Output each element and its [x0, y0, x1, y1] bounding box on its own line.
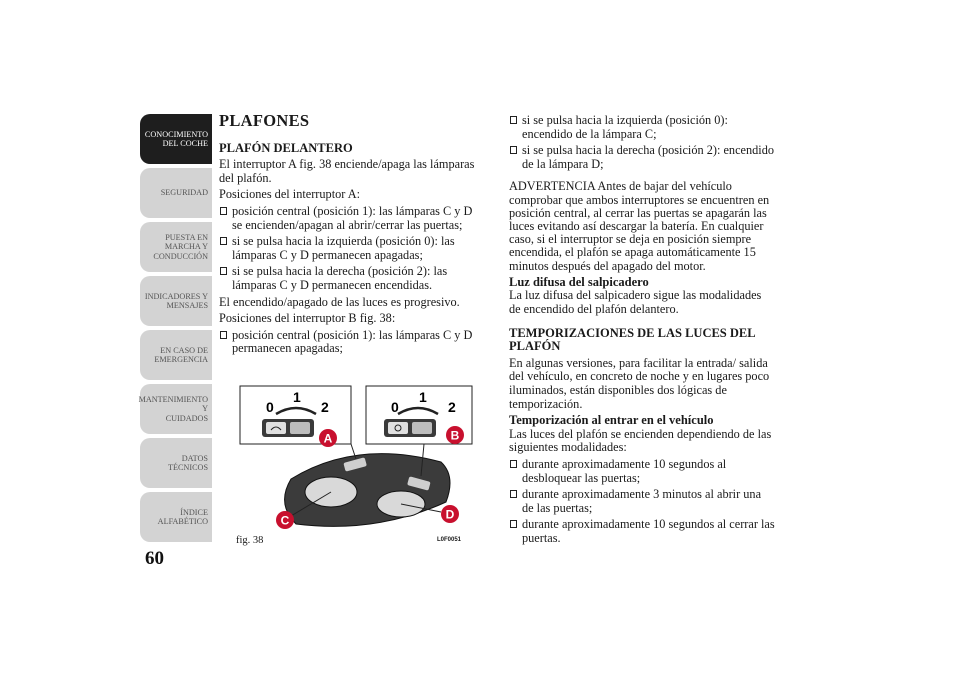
heading-luz-difusa: Luz difusa del salpicadero [509, 274, 649, 289]
bullet-item: si se pulsa hacia la derecha (posición 2): las lámparas C y D permanecen encendidas. [219, 265, 481, 292]
tab-indicadores[interactable]: INDICADORES Y MENSAJES [140, 276, 212, 326]
figure-code: L0F0051 [437, 537, 462, 543]
label-zero-b: 0 [391, 399, 399, 415]
column-left [219, 111, 481, 359]
bullet-item: posición central (posición 1): las lámparas C y D se encienden/apagan al abrir/cerrar las puertas; [219, 205, 481, 232]
switch-b-icon [384, 419, 436, 437]
figure-ceiling-light [236, 384, 476, 534]
svg-text:D: D [445, 507, 455, 522]
bullet-item: si se pulsa hacia la derecha (posición 2): encendido de la lámpara D; [509, 144, 775, 171]
label-one-b: 1 [419, 389, 427, 405]
paragraph: El interruptor A fig. 38 enciende/apaga las lámparas del plafón. [219, 157, 475, 185]
heading-temporizaciones: TEMPORIZACIONES DE LAS LUCES DEL PLAFÓN [509, 325, 755, 354]
section-title: PLAFONES [219, 111, 310, 130]
svg-text:A: A [323, 431, 333, 446]
bullet-item: si se pulsa hacia la izquierda (posición 0): encendido de la lámpara C; [509, 114, 775, 141]
paragraph: La luz difusa del salpicadero sigue las modalidades de encendido del plafón delantero. [509, 288, 762, 316]
label-two-a: 2 [321, 399, 329, 415]
figure-caption: fig. 38 [236, 535, 264, 546]
label-zero-a: 0 [266, 399, 274, 415]
svg-text:B: B [450, 428, 460, 443]
warning-paragraph: ADVERTENCIA Antes de bajar del vehículo comprobar que ambos interruptores se encuentren en posición central, al cerrar las puertas se apagarán las luces evitando así descargar la batería. En cualquier caso, si el interruptor se deja en posición siempre encendida, el plafón se apaga automáticamente 15 minutos después del apagado del motor. [509, 179, 770, 273]
tab-indice[interactable]: ÍNDICE ALFABÉTICO [140, 492, 212, 542]
switch-a-icon [262, 419, 314, 437]
tab-puesta-en-marcha[interactable]: PUESTA EN MARCHA Y CONDUCCIÓN [140, 222, 212, 272]
bullet-item: durante aproximadamente 10 segundos al cerrar las puertas. [509, 518, 775, 545]
paragraph: El encendido/apagado de las luces es progresivo. [219, 294, 460, 309]
label-two-b: 2 [448, 399, 456, 415]
tab-mantenimiento[interactable]: MANTENIMIENTO Y CUIDADOS [140, 384, 212, 434]
paragraph: Posiciones del interruptor B fig. 38: [219, 311, 396, 326]
svg-text:C: C [280, 513, 290, 528]
label-one-a: 1 [293, 389, 301, 405]
column-right [509, 114, 775, 548]
paragraph: En algunas versiones, para facilitar la entrada/ salida del vehículo, en concreto de noche y en lugares poco iluminados, están disponibles dos lógicas de temporización. [509, 355, 770, 411]
page-number: 60 [145, 548, 164, 569]
bullet-item: durante aproximadamente 3 minutos al abrir una de las puertas; [509, 488, 775, 515]
bullet-item: durante aproximadamente 10 segundos al desbloquear las puertas; [509, 458, 775, 485]
paragraph: Las luces del plafón se encienden dependiendo de las siguientes modalidades: [509, 426, 772, 455]
subsection-title: PLAFÓN DELANTERO [219, 140, 353, 155]
bullet-item: si se pulsa hacia la izquierda (posición 0): las lámparas C y D permanecen apagadas; [219, 235, 481, 262]
paragraph: Posiciones del interruptor A: [219, 187, 361, 202]
tab-emergencia[interactable]: EN CASO DE EMERGENCIA [140, 330, 212, 380]
bullet-item: posición central (posición 1): las lámparas C y D permanecen apagadas; [219, 329, 481, 356]
tab-seguridad[interactable]: SEGURIDAD [140, 168, 212, 218]
tab-conocimiento[interactable]: CONOCIMIENTO DEL COCHE [140, 114, 212, 164]
tab-datos-tecnicos[interactable]: DATOS TÉCNICOS [140, 438, 212, 488]
heading-temporizacion-entrar: Temporización al entrar en el vehículo [509, 413, 714, 428]
